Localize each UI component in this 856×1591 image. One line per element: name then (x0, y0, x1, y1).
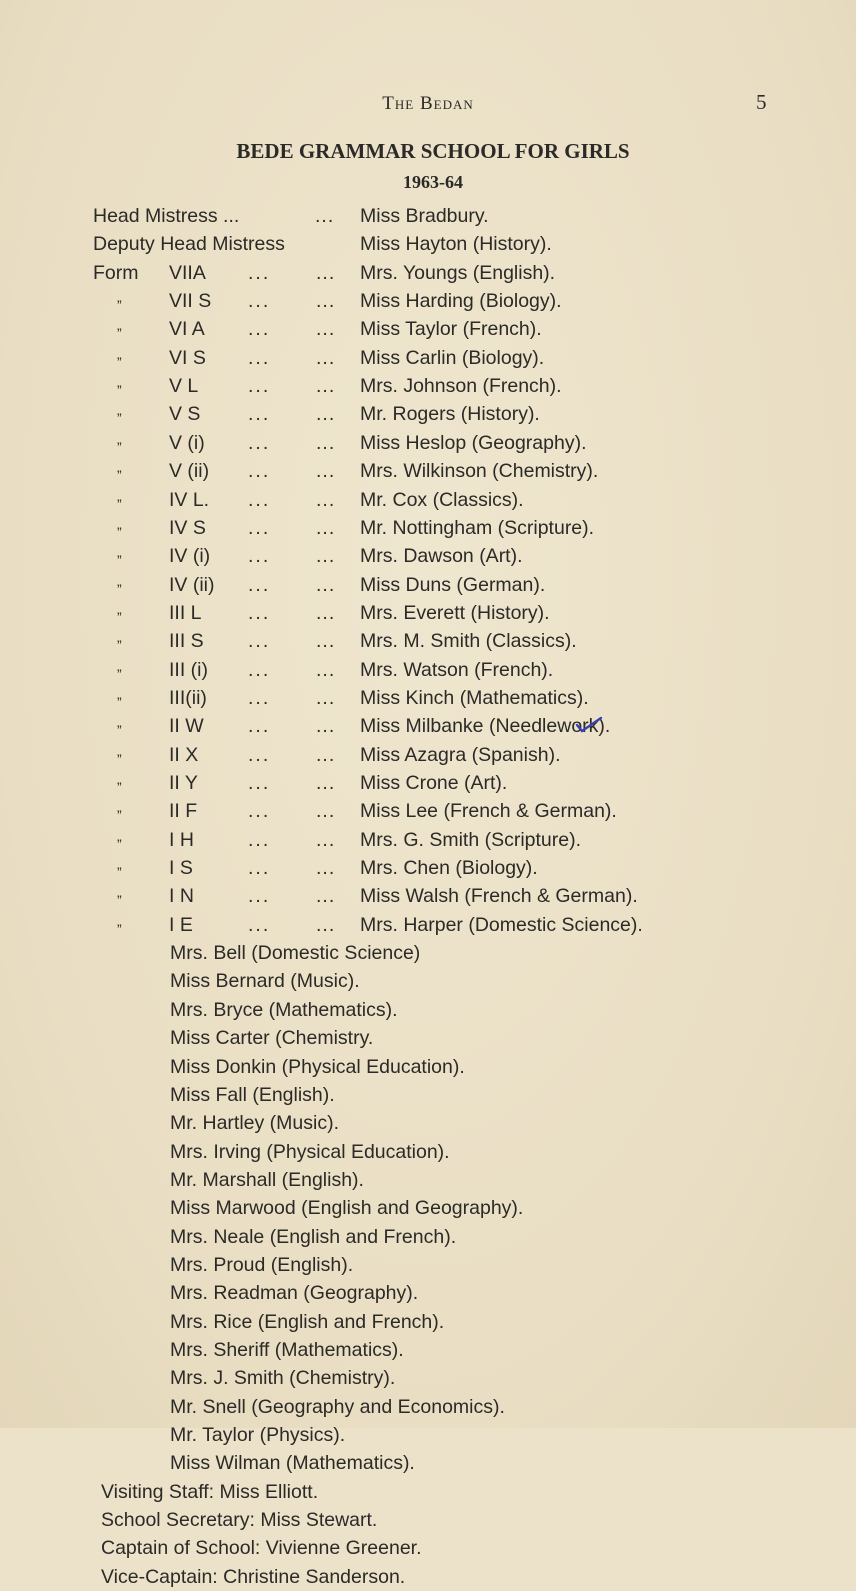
leader-dots: ... (248, 913, 271, 936)
form-name: V (ii) (169, 460, 210, 483)
document-title: BEDE GRAMMAR SCHOOL FOR GIRLS (236, 139, 630, 163)
form-teacher: Miss Heslop (Geography). (360, 431, 587, 454)
form-name: V L (169, 375, 199, 398)
leader-dots: ... (316, 318, 336, 341)
form-name: III L (169, 601, 202, 624)
leader-dots: ... (248, 686, 271, 709)
form-teacher: Mrs. Wilkinson (Chemistry). (360, 460, 599, 483)
form-name: V S (169, 403, 201, 426)
staff-member: Mrs. Rice (English and French). (170, 1310, 445, 1333)
staff-member: Miss Bernard (Music). (170, 970, 360, 993)
school-year: 1963-64 (403, 172, 463, 192)
form-name: II W (169, 715, 204, 738)
staff-name: Miss Bradbury. (360, 205, 489, 227)
staff-member: Mr. Hartley (Music). (170, 1112, 340, 1135)
leader-dots: ... (248, 403, 271, 426)
leader-dots: ... (316, 290, 336, 313)
running-title: The Bedan (382, 93, 474, 114)
form-teacher: Miss Carlin (Biology). (360, 346, 545, 369)
ditto-mark: ” (117, 807, 122, 824)
form-teacher: Mrs. Chen (Biology). (360, 857, 538, 880)
staff-member: Mr. Taylor (Physics). (170, 1424, 346, 1447)
leader-dots: ... (248, 545, 271, 568)
leader-dots: ... (316, 516, 336, 539)
form-name: III(ii) (169, 686, 207, 709)
role-label: Head Mistress ... (93, 205, 240, 227)
leader-dots: ... (248, 800, 271, 823)
leader-dots: ... (248, 715, 271, 738)
pen-tick-icon (574, 715, 604, 735)
form-teacher: Mrs. G. Smith (Scripture). (360, 828, 582, 851)
leader-dots: ... (248, 318, 271, 341)
leader-dots: ... (248, 601, 271, 624)
leader-dots: ... (316, 488, 336, 511)
ditto-mark: ” (117, 382, 122, 399)
leader-dots: ... (316, 885, 336, 908)
officer-line: Captain of School: Vivienne Greener. (101, 1537, 422, 1560)
ditto-mark: ” (117, 438, 122, 455)
form-name: I N (169, 885, 194, 908)
leader-dots: ... (316, 715, 336, 738)
staff-name: Miss Hayton (History). (360, 233, 552, 256)
staff-member: Mrs. Neale (English and French). (170, 1225, 457, 1248)
leader-dots: ... (316, 375, 336, 398)
leader-dots: ... (316, 658, 336, 681)
form-teacher: Miss Milbanke (Needlework). (360, 715, 611, 738)
staff-member: Mr. Marshall (English). (170, 1168, 364, 1191)
leader-dots: ... (248, 743, 271, 766)
leader-dots: ... (248, 772, 271, 794)
leader-dots: ... (248, 488, 271, 511)
form-teacher: Miss Duns (German). (360, 573, 546, 596)
leader-dots: ... (248, 516, 271, 539)
ditto-mark: ” (117, 580, 122, 597)
ditto-mark: ” (117, 353, 122, 370)
leader-dots: ... (316, 601, 336, 624)
form-name: IV (i) (169, 545, 211, 568)
leader-dots: ... (316, 431, 336, 454)
page-number: 5 (756, 90, 767, 114)
leader-dots: ... (316, 460, 336, 483)
officer-line: Visiting Staff: Miss Elliott. (101, 1480, 319, 1503)
staff-member: Miss Carter (Chemistry. (170, 1027, 374, 1050)
leader-dots: ... (316, 913, 336, 936)
form-name: II X (169, 743, 199, 766)
form-name: IV L. (169, 488, 210, 511)
ditto-mark: ” (117, 835, 122, 852)
form-name: VIIA (169, 261, 206, 284)
leader-dots: ... (316, 828, 336, 851)
ditto-mark: ” (117, 608, 122, 625)
leader-dots: ... (316, 573, 336, 596)
form-teacher: Mr. Rogers (History). (360, 403, 540, 426)
staff-member: Miss Fall (English). (170, 1083, 335, 1106)
ditto-mark: ” (117, 864, 122, 881)
leader-dots: ... (248, 630, 271, 653)
ditto-mark: ” (117, 297, 122, 314)
leader-dots: ... (248, 573, 271, 596)
form-teacher: Miss Lee (French & German). (360, 800, 617, 823)
leader-dots: ... (316, 743, 336, 766)
form-teacher: Mrs. Johnson (French). (360, 375, 562, 398)
staff-member: Mrs. Bell (Domestic Science) (170, 942, 421, 965)
leader-dots: ... (316, 630, 336, 653)
form-teacher: Miss Kinch (Mathematics). (360, 686, 589, 709)
leader-dots: ... (316, 346, 336, 369)
form-teacher: Mr. Cox (Classics). (360, 488, 524, 511)
leader-dots: ... (316, 857, 336, 880)
form-name: IV S (169, 516, 206, 539)
form-teacher: Miss Taylor (French). (360, 318, 542, 341)
ditto-mark: ” (117, 410, 122, 427)
leader-dots: ... (248, 658, 271, 681)
staff-member: Mr. Snell (Geography and Economics). (170, 1395, 505, 1418)
form-teacher: Mrs. Everett (History). (360, 601, 550, 624)
leader-dots: ... (315, 205, 335, 227)
ditto-mark: ” (117, 722, 122, 739)
ditto-mark: ” (117, 779, 122, 795)
form-name: II F (169, 800, 198, 823)
leader-dots: ... (248, 375, 271, 398)
leader-dots: ... (248, 885, 271, 908)
leader-dots: ... (316, 800, 336, 823)
ditto-mark: ” (117, 495, 122, 512)
officer-line: School Secretary: Miss Stewart. (101, 1509, 378, 1532)
form-teacher: Mr. Nottingham (Scripture). (360, 516, 595, 539)
leader-dots: ... (248, 261, 271, 284)
ditto-mark: ” (117, 665, 122, 682)
form-name: I H (169, 828, 194, 851)
form-teacher: Mrs. Youngs (English). (360, 261, 556, 284)
staff-member: Miss Wilman (Mathematics). (170, 1452, 415, 1475)
ditto-mark: ” (117, 693, 122, 710)
leader-dots: ... (248, 290, 271, 313)
form-name: VII S (169, 290, 212, 313)
leader-dots: ... (248, 431, 271, 454)
staff-member: Miss Marwood (English and Geography). (170, 1197, 524, 1220)
form-teacher: Mrs. Harper (Domestic Science). (360, 913, 643, 936)
leader-dots: ... (316, 403, 336, 426)
staff-member: Mrs. J. Smith (Chemistry). (170, 1367, 396, 1390)
form-teacher: Miss Azagra (Spanish). (360, 743, 561, 766)
leader-dots: ... (316, 545, 336, 568)
ditto-mark: ” (117, 467, 122, 484)
leader-dots: ... (248, 857, 271, 880)
leader-dots: ... (316, 772, 336, 794)
form-teacher: Mrs. Dawson (Art). (360, 545, 523, 568)
leader-dots: ... (248, 828, 271, 851)
form-name: III (i) (169, 658, 208, 681)
form-name: VI S (169, 346, 206, 369)
staff-member: Miss Donkin (Physical Education). (170, 1055, 465, 1078)
staff-member: Mrs. Readman (Geography). (170, 1282, 419, 1305)
ditto-mark: ” (117, 523, 122, 540)
staff-member: Mrs. Bryce (Mathematics). (170, 998, 398, 1021)
ditto-mark: ” (117, 552, 122, 569)
staff-member: Mrs. Proud (English). (170, 1253, 354, 1276)
leader-dots: ... (316, 686, 336, 709)
leader-dots: ... (248, 346, 271, 369)
ditto-mark: ” (117, 750, 122, 767)
role-label: Deputy Head Mistress (93, 233, 285, 256)
ditto-mark: ” (117, 637, 122, 654)
ditto-mark: ” (117, 920, 122, 937)
form-name: I S (169, 857, 193, 880)
staff-member: Mrs. Sheriff (Mathematics). (170, 1339, 404, 1361)
form-teacher: Mrs. M. Smith (Classics). (360, 630, 577, 653)
form-name: VI A (169, 318, 205, 341)
form-teacher: Miss Crone (Art). (360, 772, 508, 794)
form-teacher: Mrs. Watson (French). (360, 658, 554, 681)
form-teacher: Miss Walsh (French & German). (360, 885, 638, 908)
staff-member: Mrs. Irving (Physical Education). (170, 1140, 450, 1163)
form-name: II Y (169, 772, 198, 794)
leader-dots: ... (316, 261, 336, 284)
form-name: III S (169, 630, 204, 653)
leader-dots: ... (248, 460, 271, 483)
ditto-mark: ” (117, 892, 122, 909)
ditto-mark: ” (117, 325, 122, 342)
officer-line: Vice-Captain: Christine Sanderson. (101, 1565, 406, 1588)
form-name: V (i) (169, 431, 205, 454)
form-name: I E (169, 913, 193, 936)
form-word: Form (93, 261, 139, 284)
form-name: IV (ii) (169, 573, 215, 596)
form-teacher: Miss Harding (Biology). (360, 290, 562, 313)
